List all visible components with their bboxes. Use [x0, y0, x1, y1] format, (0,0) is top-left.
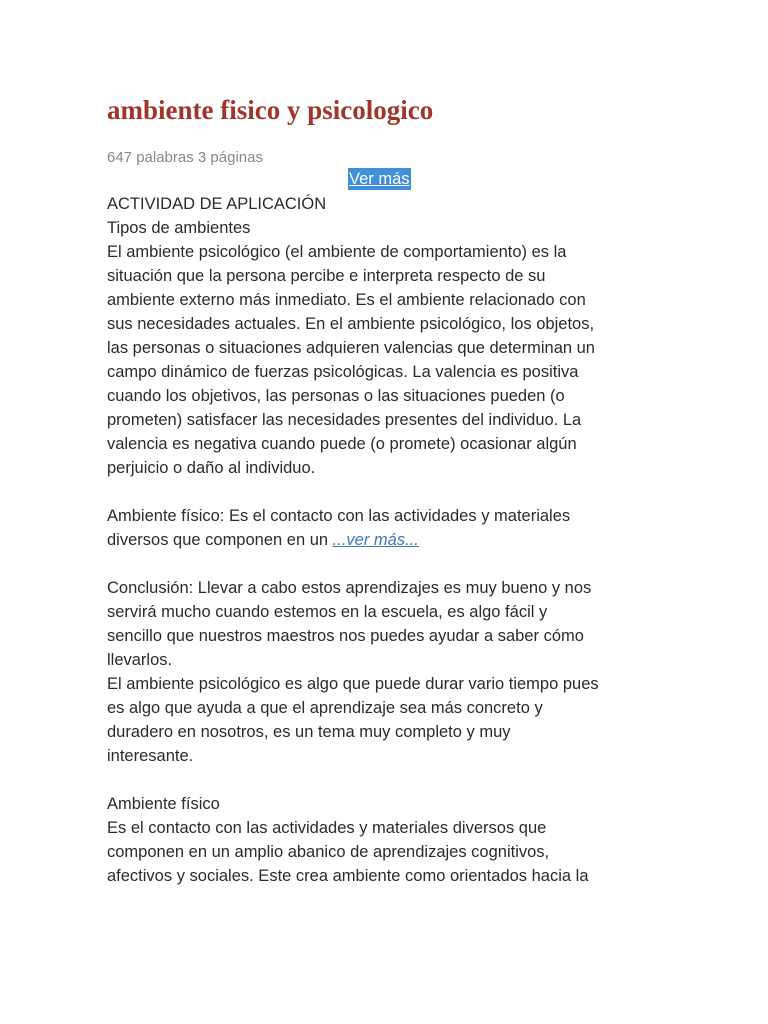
paragraph-line-with-link [107, 528, 667, 552]
paragraph-line: afectivos y sociales. Este crea ambiente como orientados hacia la [107, 867, 589, 885]
paragraph-line: Conclusión: Llevar a cabo estos aprendizajes es muy bueno y nos [107, 579, 592, 597]
paragraph-line: situación que la persona percibe e interpreta respecto de su [107, 267, 546, 285]
paragraph-spacer [107, 480, 667, 504]
paragraph-line: El ambiente psicológico (el ambiente de comportamiento) es la [107, 243, 567, 261]
document-meta: 647 palabras 3 páginas [107, 149, 263, 166]
paragraph-line: es algo que ayuda a que el aprendizaje sea más concreto y [107, 699, 543, 717]
paragraph-heading: Ambiente físico [107, 795, 220, 813]
paragraph-line: perjuicio o daño al individuo. [107, 459, 316, 477]
paragraph-line: cuando los objetivos, las personas o las situaciones pueden (o [107, 387, 565, 405]
paragraph-line: sencillo que nuestros maestros nos puedes ayudar a saber cómo [107, 627, 584, 645]
paragraph-text: diversos que componen en un [107, 531, 333, 549]
paragraph-line: sus necesidades actuales. En el ambiente psicológico, los objetos, [107, 315, 595, 333]
paragraph-line: las personas o situaciones adquieren valencias que determinan un [107, 339, 595, 357]
paragraph-line: Es el contacto con las actividades y materiales diversos que [107, 819, 547, 837]
paragraph-line: llevarlos. [107, 651, 173, 669]
paragraph-line: campo dinámico de fuerzas psicológicas. La valencia es positiva [107, 363, 579, 381]
paragraph-line: prometen) satisfacer las necesidades presentes del individuo. La [107, 411, 582, 429]
paragraph-line: El ambiente psicológico es algo que puede durar vario tiempo pues [107, 675, 599, 693]
subheading: Tipos de ambientes [107, 219, 251, 237]
ver-mas-inline-link[interactable]: ...ver más... [332, 531, 419, 549]
paragraph-spacer [107, 768, 667, 792]
paragraph-line: Ambiente físico: Es el contacto con las actividades y materiales [107, 507, 571, 525]
paragraph-line: servirá mucho cuando estemos en la escuela, es algo fácil y [107, 603, 548, 621]
ver-mas-button[interactable]: Ver más [349, 170, 410, 188]
document-title: ambiente fisico y psicologico [107, 95, 434, 125]
document-body [107, 192, 667, 888]
paragraph-line: valencia es negativa cuando puede (o promete) ocasionar algún [107, 435, 577, 453]
paragraph-line: ambiente externo más inmediato. Es el ambiente relacionado con [107, 291, 586, 309]
section-heading: ACTIVIDAD DE APLICACIÓN [107, 195, 327, 213]
paragraph-line: componen en un amplio abanico de aprendizajes cognitivos, [107, 843, 550, 861]
paragraph-line: duradero en nosotros, es un tema muy completo y muy [107, 723, 511, 741]
paragraph-line: interesante. [107, 747, 194, 765]
paragraph-spacer [107, 552, 667, 576]
